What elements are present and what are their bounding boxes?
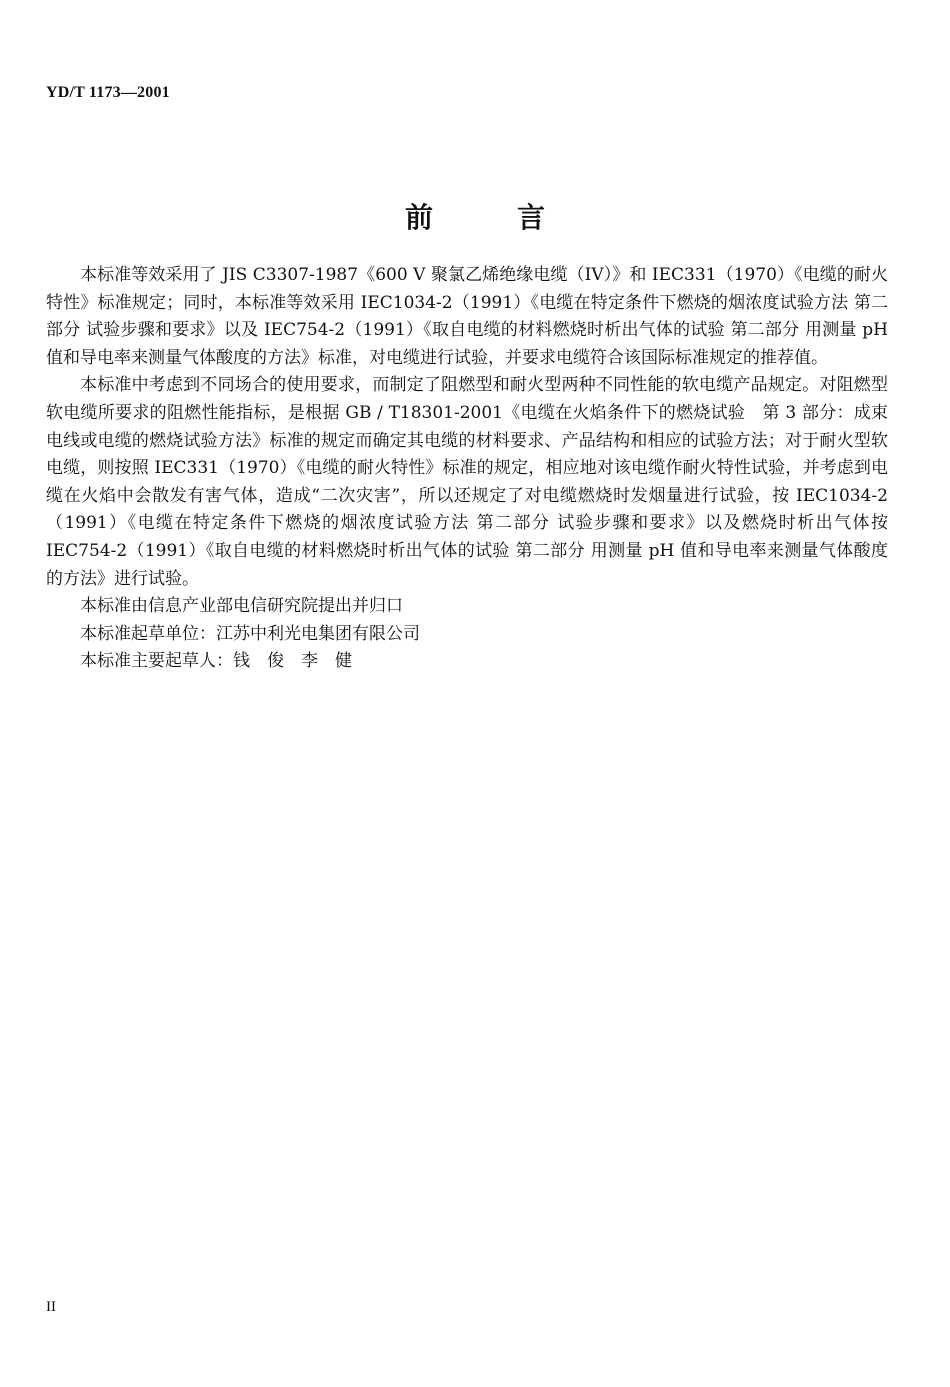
page-title: [0, 196, 950, 236]
foreword-body: [46, 262, 888, 676]
paragraph-proposer: 本标准由信息产业部电信研究院提出并归口: [80, 596, 403, 617]
page-number: II: [46, 1299, 56, 1315]
page-title-char-1: 前: [404, 201, 433, 234]
standard-code: YD/T 1173—2001: [46, 84, 170, 101]
paragraph-adoption: 本标准等效采用了 JIS C3307-1987《600 V 聚氯乙烯绝缘电缆（IV）》和 IEC331（1970）《电缆的耐火特性》标准规定；同时，本标准等效采用 IEC1034-2（1991）《电缆在特定条件下燃烧的烟浓度试验方法 第二部分 试验步骤和要求》以及 IEC754-2（1991）《取自电缆的材料燃烧时析出气体的试验 第二部分 用测量 pH 值和导电率来测量气体酸度的方法》标准，对电缆进行试验，并要求电缆符合该国际标准规定的推荐值。: [46, 265, 888, 368]
paragraph-drafting-unit: 本标准起草单位：江苏中利光电集团有限公司: [80, 623, 420, 644]
paragraph-drafters: 本标准主要起草人：钱 俊 李 健: [80, 651, 352, 672]
page-title-char-2: 言: [517, 201, 546, 234]
paragraph-requirements: 本标准中考虑到不同场合的使用要求，而制定了阻燃型和耐火型两种不同性能的软电缆产品规定。对阻燃型软电缆所要求的阻燃性能指标，是根据 GB / T18301-2001《电缆在火焰条件下的燃烧试验 第 3 部分：成束电线或电缆的燃烧试验方法》标准的规定而确定其电缆的材料要求、产品结构和相应的试验方法；对于耐火型软电缆，则按照 IEC331（1970）《电缆的耐火特性》标准的规定，相应地对该电缆作耐火特性试验，并考虑到电缆在火焰中会散发有害气体，造成“二次灾害”，所以还规定了对电缆燃烧时发烟量进行试验，按 IEC1034-2（1991）《电缆在特定条件下燃烧的烟浓度试验方法 第二部分 试验步骤和要求》以及燃烧时析出气体按 IEC754-2（1991）《取自电缆的材料燃烧时析出气体的试验 第二部分 用测量 pH 值和导电率来测量气体酸度的方法》进行试验。: [46, 375, 888, 589]
